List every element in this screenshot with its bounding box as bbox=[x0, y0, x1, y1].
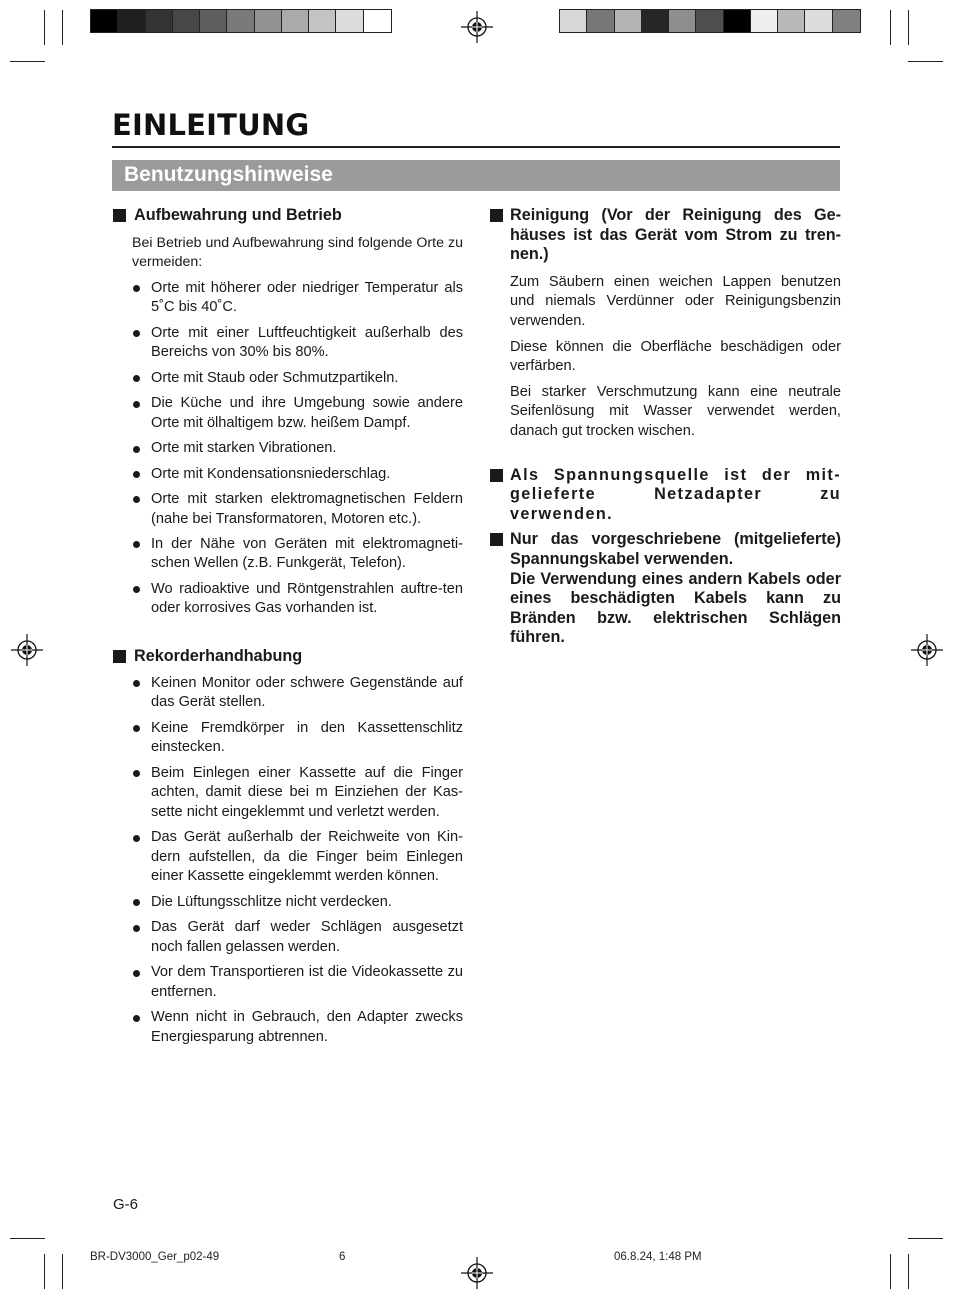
round-bullet-icon bbox=[133, 541, 140, 548]
crosshair-registration-icon bbox=[460, 10, 494, 44]
power-cable-note: Nur das vorgeschriebene (mitgelieferte) Spannungskabel verwenden. Die Verwendung eines andern Kabels oder eines beschädigten Kabels kann zu Bränden bzw. elektrischen Schlägen führen. bbox=[490, 530, 841, 648]
round-bullet-icon bbox=[133, 970, 140, 977]
color-swatch bbox=[724, 10, 751, 32]
recorder-heading: Rekorderhandhabung bbox=[113, 647, 463, 667]
color-swatch bbox=[200, 10, 227, 32]
slug-date: 06.8.24, 1:48 PM bbox=[614, 1251, 702, 1263]
list-item-text: Vor dem Transportieren ist die Videokassette zu entfernen. bbox=[151, 964, 463, 1000]
square-bullet-icon bbox=[490, 469, 503, 482]
list-item-text: Wo radioaktive und Röntgenstrahlen auftre-ten oder korrosives Gas vorhanden ist. bbox=[151, 580, 463, 617]
color-swatch bbox=[696, 10, 723, 32]
color-swatch bbox=[146, 10, 173, 32]
list-item-text: Keinen Monitor oder schwere Gegenstände auf das Gerät stellen. bbox=[151, 674, 463, 711]
cleaning-paragraph: Zum Säubern einen weichen Lappen benutzen und niemals Verdünner oder Reinigungsbenzin verwenden. bbox=[510, 273, 841, 329]
round-bullet-icon bbox=[133, 725, 140, 732]
cleaning-paragraph: Bei starker Verschmutzung kann eine neutrale Seifenlösung mit Wasser verwendet werden, danach gut trocken wischen. bbox=[510, 383, 841, 439]
round-bullet-icon bbox=[133, 471, 140, 478]
round-bullet-icon bbox=[133, 586, 140, 593]
round-bullet-icon bbox=[133, 925, 140, 932]
cleaning-paragraphs bbox=[490, 273, 841, 442]
list-item bbox=[113, 1008, 463, 1047]
list-item-text: Die Lüftungsschlitze nicht verdecken. bbox=[151, 893, 392, 910]
color-bar-left bbox=[90, 9, 392, 33]
square-bullet-icon bbox=[113, 650, 126, 663]
color-swatch bbox=[118, 10, 145, 32]
color-swatch bbox=[255, 10, 282, 32]
list-item bbox=[113, 918, 463, 957]
round-bullet-icon bbox=[133, 446, 140, 453]
round-bullet-icon bbox=[133, 899, 140, 906]
section-title: Benutzungshinweise bbox=[124, 163, 333, 186]
list-item bbox=[113, 490, 463, 529]
list-item bbox=[113, 369, 463, 389]
color-swatch bbox=[560, 10, 587, 32]
round-bullet-icon bbox=[133, 330, 140, 337]
list-item-text: Orte mit einer Luftfeuchtigkeit außerhalb des Bereichs von 30% bis 80%. bbox=[151, 324, 463, 361]
list-item-text: Orte mit starken elektromagnetischen Feldern (nahe bei Transformatoren, Motoren etc.). bbox=[151, 490, 463, 527]
color-swatch bbox=[833, 10, 860, 32]
round-bullet-icon bbox=[133, 770, 140, 777]
cleaning-heading: Reinigung (Vor der Reinigung des Ge-häuses ist das Gerät vom Strom zu tren-nen.) bbox=[490, 206, 841, 265]
list-item bbox=[113, 465, 463, 485]
round-bullet-icon bbox=[133, 1015, 140, 1022]
color-swatch bbox=[615, 10, 642, 32]
list-item bbox=[113, 828, 463, 887]
list-item bbox=[113, 893, 463, 913]
square-bullet-icon bbox=[490, 533, 503, 546]
list-item-text: Die Küche und ihre Umgebung sowie andere Orte mit ölhaltigem bzw. heißem Dampf. bbox=[151, 395, 463, 431]
recorder-list bbox=[113, 674, 463, 1048]
crosshair-registration-icon bbox=[460, 1256, 494, 1290]
list-item bbox=[113, 674, 463, 713]
list-item bbox=[113, 719, 463, 758]
slug-file-name: BR-DV3000_Ger_p02-49 bbox=[90, 1251, 220, 1263]
cleaning-paragraph: Diese können die Oberfläche beschädigen oder verfärben. bbox=[510, 338, 841, 375]
list-item-text: Orte mit Staub oder Schmutzpartikeln. bbox=[151, 369, 399, 386]
color-swatch bbox=[669, 10, 696, 32]
color-bar-right bbox=[559, 9, 861, 33]
color-swatch bbox=[751, 10, 778, 32]
list-item-text: Orte mit starken Vibrationen. bbox=[151, 440, 337, 457]
round-bullet-icon bbox=[133, 375, 140, 382]
list-item bbox=[113, 439, 463, 459]
color-swatch bbox=[642, 10, 669, 32]
round-bullet-icon bbox=[133, 835, 140, 842]
list-item-text: Wenn nicht in Gebrauch, den Adapter zwecks Energiesparung abtrennen. bbox=[151, 1009, 463, 1045]
list-item-text: Das Gerät darf weder Schlägen ausgesetzt noch fallen gelassen werden. bbox=[151, 919, 463, 955]
list-item-text: In der Nähe von Geräten mit elektromagneti-schen Wellen (z.B. Funkgerät, Telefon). bbox=[151, 535, 463, 572]
color-swatch bbox=[227, 10, 254, 32]
crosshair-registration-icon bbox=[910, 633, 944, 667]
square-bullet-icon bbox=[490, 209, 503, 222]
list-item-text: Keine Fremdkörper in den Kassettenschlitz einstecken. bbox=[151, 719, 463, 756]
storage-intro: Bei Betrieb und Aufbewahrung sind folgende Orte zu vermeiden: bbox=[132, 234, 463, 271]
list-item-text: Orte mit Kondensationsniederschlag. bbox=[151, 465, 391, 482]
list-item-text: Orte mit höherer oder niedriger Temperatur als 5˚C bis 40˚C. bbox=[151, 279, 463, 316]
storage-heading: Aufbewahrung und Betrieb bbox=[113, 206, 463, 226]
color-swatch bbox=[805, 10, 832, 32]
color-swatch bbox=[587, 10, 614, 32]
list-item bbox=[113, 764, 463, 823]
list-item bbox=[113, 963, 463, 1002]
list-item bbox=[113, 394, 463, 433]
round-bullet-icon bbox=[133, 680, 140, 687]
list-item-text: Beim Einlegen einer Kassette auf die Finger achten, damit diese bei m Einziehen der Kas-sette nicht eingeklemmt und verletzt werden. bbox=[151, 764, 463, 820]
square-bullet-icon bbox=[113, 209, 126, 222]
round-bullet-icon bbox=[133, 285, 140, 292]
title-rule bbox=[112, 146, 840, 148]
round-bullet-icon bbox=[133, 496, 140, 503]
color-swatch bbox=[173, 10, 200, 32]
list-item-text: Das Gerät außerhalb der Reichweite von Kin-dern aufstellen, da die Finger beim Einlegen einer Kassette eingeklemmt werden können. bbox=[151, 829, 463, 885]
power-source-note: Als Spannungsquelle ist der mit-gelieferte Netzadapter zu verwenden. bbox=[490, 466, 841, 525]
storage-list bbox=[113, 279, 463, 619]
section-header-bar bbox=[112, 160, 840, 191]
color-swatch bbox=[91, 10, 118, 32]
left-column bbox=[113, 206, 463, 1053]
color-swatch bbox=[309, 10, 336, 32]
page-number: G-6 bbox=[113, 1196, 139, 1213]
round-bullet-icon bbox=[133, 401, 140, 408]
list-item bbox=[113, 279, 463, 318]
color-swatch bbox=[364, 10, 391, 32]
list-item bbox=[113, 580, 463, 619]
color-swatch bbox=[336, 10, 363, 32]
list-item bbox=[113, 535, 463, 574]
crosshair-registration-icon bbox=[10, 633, 44, 667]
right-column bbox=[490, 206, 841, 648]
slug-page-number: 6 bbox=[339, 1251, 346, 1263]
page-title: EINLEITUNG bbox=[112, 108, 310, 142]
color-swatch bbox=[778, 10, 805, 32]
color-swatch bbox=[282, 10, 309, 32]
list-item bbox=[113, 324, 463, 363]
